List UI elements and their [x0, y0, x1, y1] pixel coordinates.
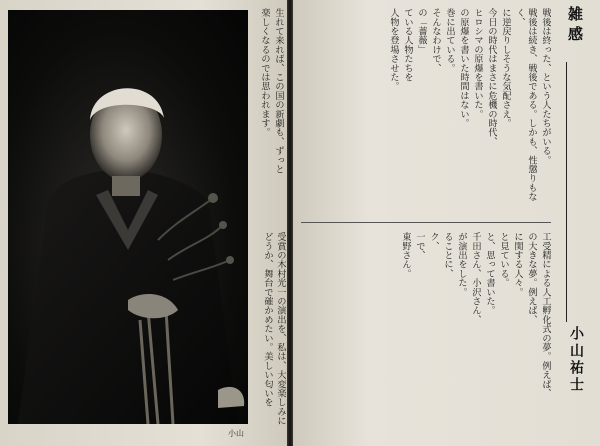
text-column: 今日の時代はまさに危機の時代、 [486, 8, 497, 146]
text-column: ている人物たちを [402, 8, 413, 82]
left-page [0, 0, 287, 446]
text-column: の原爆を書いた時間はない。 [458, 8, 469, 128]
portrait-photo [8, 10, 248, 424]
text-column: ヒロシマの原爆を書いた。 [472, 8, 483, 119]
right-page [293, 0, 600, 446]
text-column: 東野さん。 [400, 232, 411, 278]
text-column: と、思って書いた。 [484, 232, 495, 315]
text-column: ることに、 [442, 232, 453, 278]
portrait-illustration [8, 10, 248, 424]
text-column: 千田さん、小沢さん、 [470, 232, 481, 324]
text-column: に関する人々。 [512, 232, 523, 297]
text-column: と見ている。 [498, 232, 509, 288]
photo-caption: 小山 [228, 429, 244, 438]
text-column: 戦後は終った、という人たちがいる。 [540, 8, 551, 165]
column-divider [301, 222, 551, 223]
author-name: 小山祐士 [568, 326, 584, 394]
text-column: 生れて来れば、この国の新劇も、ずっと [273, 8, 284, 174]
left-lower-text [252, 232, 286, 428]
text-column: どうか、舞台で確かめたい。美しい匂いを [262, 232, 273, 407]
text-column: 受賞の木村光一の演出を、私は、大変楽しみに [275, 232, 286, 426]
text-column: の「薔薇」 [416, 8, 427, 54]
text-column: そんなわけで、 [430, 8, 441, 73]
text-column: が演出をした。 [456, 232, 467, 297]
text-column: 工受精による人工孵化式の夢。例えば、 [540, 232, 551, 398]
text-column: 戦後は続き、戦後である。しかも、性懲りもなく、 [514, 8, 537, 202]
text-column: に逆戻りしそうな気配さえ。 [500, 8, 511, 128]
text-column: 巻に出ている。 [444, 8, 455, 73]
title-rule [566, 62, 567, 322]
right-upper-block [299, 8, 551, 218]
text-column: の大きな夢。例えば、 [526, 232, 537, 324]
text-column: ク、 [428, 232, 439, 251]
text-column: 楽しくなるのでは思われます。 [259, 8, 270, 137]
text-column: 一で、 [414, 232, 425, 260]
text-column: 人物を登場させた。 [388, 8, 399, 91]
section-title: 雑感 [566, 6, 584, 46]
right-lower-block [299, 232, 551, 428]
